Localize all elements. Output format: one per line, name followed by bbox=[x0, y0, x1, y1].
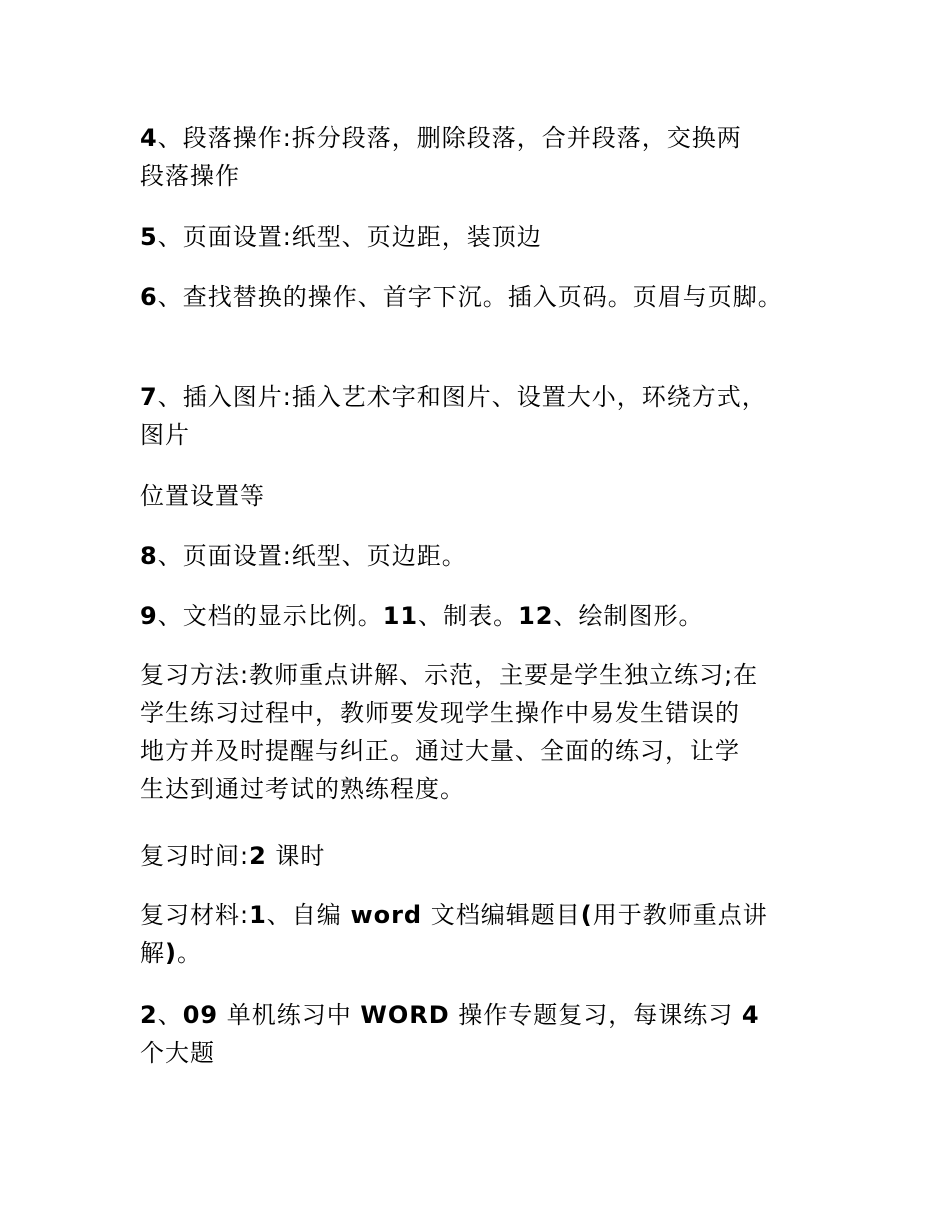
list-item-2-practice bbox=[140, 996, 830, 1072]
paragraph-text: 。 bbox=[176, 939, 202, 967]
year-number: 09 bbox=[182, 1001, 219, 1029]
list-item-text: 、插入图片:插入艺术字和图片、设置大小，环绕方式， bbox=[157, 383, 767, 411]
list-item-number: 11 bbox=[382, 602, 419, 630]
review-materials-label: 复习材料: bbox=[140, 901, 250, 929]
list-item-4-line-1 bbox=[140, 119, 830, 157]
paren-close: ) bbox=[165, 939, 177, 967]
list-item-8 bbox=[140, 537, 830, 575]
list-item-7-line-2: 图片 bbox=[140, 421, 190, 449]
review-time-label: 复习时间: bbox=[140, 842, 250, 870]
list-item-9-line-1 bbox=[140, 597, 830, 635]
paragraph-text: 单机练习中 bbox=[218, 1001, 361, 1029]
review-time-line bbox=[140, 837, 830, 875]
word-keyword: word bbox=[350, 901, 423, 929]
list-item-9 bbox=[140, 597, 830, 635]
review-method-line-2: 学生练习过程中，教师要发现学生操作中易发生错误的 bbox=[140, 699, 740, 727]
list-item-2-line-1 bbox=[140, 996, 830, 1034]
paragraph-text: 位置设置等 bbox=[140, 482, 265, 510]
list-item-number: 6 bbox=[140, 283, 158, 311]
list-item-text: 、页面设置:纸型、页边距，装顶边 bbox=[157, 223, 542, 251]
list-item-2-line-2: 个大题 bbox=[140, 1039, 215, 1067]
list-item-text: 、制表。 bbox=[418, 602, 519, 630]
word-keyword: WORD bbox=[360, 1001, 450, 1029]
list-item-number: 2 bbox=[140, 1001, 158, 1029]
list-item-text: 、文档的显示比例。 bbox=[157, 602, 383, 630]
list-item-5 bbox=[140, 218, 830, 256]
list-item-number: 4 bbox=[140, 124, 158, 152]
review-method-line-3: 地方并及时提醒与纠正。通过大量、全面的练习，让学 bbox=[140, 737, 740, 765]
list-item-6 bbox=[140, 278, 830, 316]
review-time-paragraph bbox=[140, 837, 830, 875]
list-item-text: 、段落操作:拆分段落，删除段落，合并段落，交换两 bbox=[157, 124, 742, 152]
review-time-value: 2 bbox=[249, 842, 267, 870]
paragraph-text: 操作专题复习，每课练习 bbox=[449, 1001, 742, 1029]
list-item-number: 9 bbox=[140, 602, 158, 630]
list-item-number: 12 bbox=[518, 602, 554, 630]
list-item-4 bbox=[140, 119, 830, 195]
paragraph-position-settings bbox=[140, 477, 830, 515]
paragraph-text: 解 bbox=[140, 939, 165, 967]
list-item-4-line-2: 段落操作 bbox=[140, 162, 240, 190]
list-item-number: 7 bbox=[140, 383, 158, 411]
review-materials-line-1 bbox=[140, 896, 830, 934]
list-item-number: 1 bbox=[249, 901, 267, 929]
list-item-6-line-1 bbox=[140, 278, 830, 316]
list-item-7-line-1 bbox=[140, 378, 830, 416]
list-item-number: 8 bbox=[140, 542, 158, 570]
list-item-text: 、绘制图形。 bbox=[553, 602, 704, 630]
review-materials-line-2 bbox=[140, 934, 830, 972]
question-count: 4 bbox=[741, 1001, 760, 1029]
review-method-line-4: 生达到通过考试的熟练程度。 bbox=[140, 775, 465, 803]
list-item-text: 、查找替换的操作、首字下沉。插入页码。页眉与页脚。 bbox=[157, 283, 783, 311]
review-method-paragraph bbox=[140, 656, 830, 808]
review-materials-paragraph bbox=[140, 896, 830, 972]
list-item-number: 5 bbox=[140, 223, 158, 251]
review-method-line-1: 复习方法:教师重点讲解、示范，主要是学生独立练习;在 bbox=[140, 661, 759, 689]
review-time-unit: 课时 bbox=[266, 842, 326, 870]
list-item-8-line-1 bbox=[140, 537, 830, 575]
paragraph-text: 、自编 bbox=[266, 901, 351, 929]
list-item-7 bbox=[140, 378, 830, 454]
paragraph-text: 用于教师重点讲 bbox=[592, 901, 768, 929]
paren-open: ( bbox=[580, 901, 593, 929]
paragraph-text: 文档编辑题目 bbox=[422, 901, 581, 929]
list-item-text: 、页面设置:纸型、页边距。 bbox=[157, 542, 467, 570]
paragraph-text: 、 bbox=[157, 1001, 183, 1029]
list-item-5-line-1 bbox=[140, 218, 830, 256]
